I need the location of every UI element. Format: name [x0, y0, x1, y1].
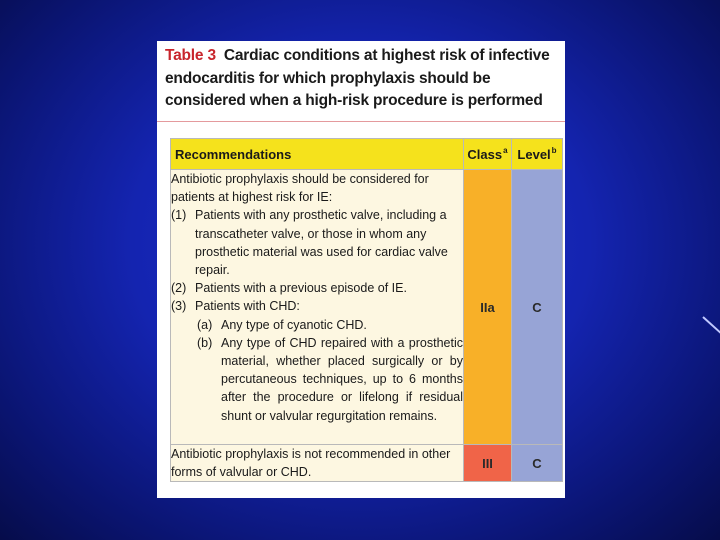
header-class — [464, 139, 512, 170]
table-row — [171, 445, 563, 482]
sub-list-item-number: (a) — [197, 317, 213, 332]
header-level-footnote: b — [551, 146, 557, 155]
header-class-label: Class — [467, 147, 503, 162]
class-cell: IIa — [464, 170, 512, 445]
decorative-line — [702, 316, 720, 334]
sub-list-item-text: Any type of cyanotic CHD. — [221, 317, 367, 332]
table-caption: Cardiac conditions at highest risk of infective endocarditis for which prophylaxis should be considered when a high-risk procedure is performed — [165, 47, 550, 109]
sub-list-item — [171, 316, 463, 334]
header-recommendations: Recommendations — [171, 139, 464, 170]
header-level-label: Level — [517, 147, 551, 162]
list-item — [171, 279, 463, 297]
sub-list-item-number: (b) — [197, 335, 213, 350]
class-cell: III — [464, 445, 512, 482]
list-item-text: Patients with any prosthetic valve, including a transcatheter valve, or those in whom any prosthetic material was used for cardiac valve repair. — [195, 208, 448, 278]
slide-table-card — [157, 41, 565, 498]
recommendation-intro: Antibiotic prophylaxis is not recommended in other forms of valvular or CHD. — [171, 447, 451, 480]
header-level — [512, 139, 563, 170]
list-item-text: Patients with a previous episode of IE. — [195, 281, 407, 296]
table-row — [171, 170, 563, 445]
list-item-number: (3) — [171, 299, 187, 314]
title-divider — [157, 121, 565, 122]
list-item-text: Patients with CHD: — [195, 299, 300, 314]
table-label: Table 3 — [165, 47, 216, 64]
table-header-row — [171, 139, 563, 170]
list-item-number: (1) — [171, 208, 187, 223]
recommendation-cell — [171, 445, 464, 482]
recommendations-table — [170, 138, 563, 482]
list-item-number: (2) — [171, 281, 187, 296]
sub-list-item — [171, 334, 463, 425]
header-class-footnote: a — [503, 146, 508, 155]
list-item — [171, 297, 463, 315]
recommendation-intro: Antibiotic prophylaxis should be considered for patients at highest risk for IE: — [171, 172, 429, 205]
level-cell: C — [512, 445, 563, 482]
level-cell: C — [512, 170, 563, 445]
recommendation-cell — [171, 170, 464, 445]
sub-list-item-text: Any type of CHD repaired with a prosthetic material, whether placed surgically or by percutaneous techniques, up to 6 months after the procedure or lifelong if residual shunt or valvular regurgitation remains. — [221, 335, 463, 423]
list-item — [171, 206, 463, 279]
table-title — [165, 45, 565, 113]
